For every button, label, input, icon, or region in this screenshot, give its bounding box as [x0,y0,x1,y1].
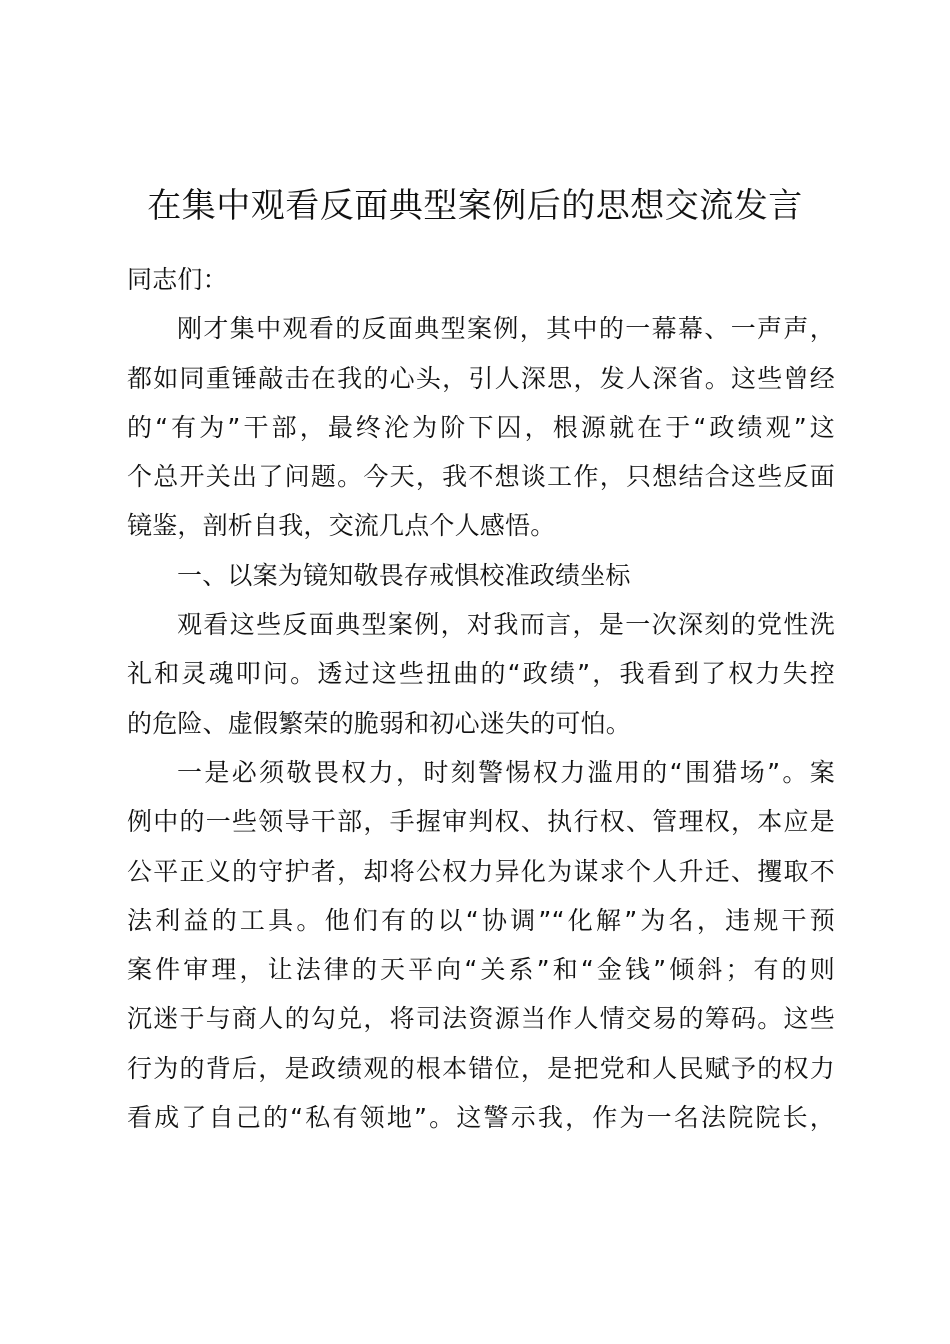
paragraph-line: 的危险、虚假繁荣的脆弱和初心迷失的可怕。 [127,708,632,738]
paragraph-line: 都如同重锤敲击在我的心头，引人深思，发人深省。这些曾经 [127,363,835,393]
paragraph-line: 看成了自己的“私有领地”。这警示我，作为一名法院院长， [127,1103,835,1133]
paragraph-line: 法利益的工具。他们有的以“协调”“化解”为名，违规干预 [127,905,835,935]
section-heading: 一、以案为镜知敬畏存戒惧校准政绩坐标 [177,560,631,590]
salutation: 同志们： [127,265,228,294]
paragraph-line: 的“有为”干部，最终沦为阶下囚，根源就在于“政绩观”这 [127,412,835,442]
paragraph-line: 个总开关出了问题。今天，我不想谈工作，只想结合这些反面 [127,462,835,492]
paragraph-line: 镜鉴，剖析自我，交流几点个人感悟。 [127,511,556,541]
paragraph-line: 案件审理，让法律的天平向“关系”和“金钱”倾斜；有的则 [127,955,835,985]
paragraph-line: 礼和灵魂叩问。透过这些扭曲的“政绩”，我看到了权力失控 [127,659,835,689]
paragraph-line: 行为的背后，是政绩观的根本错位，是把党和人民赋予的权力 [127,1053,835,1083]
paragraph-line: 沉迷于与商人的勾兑，将司法资源当作人情交易的筹码。这些 [127,1004,835,1034]
paragraph-line: 例中的一些领导干部，手握审判权、执行权、管理权，本应是 [127,807,835,837]
paragraph-line: 刚才集中观看的反面典型案例，其中的一幕幕、一声声， [177,314,835,344]
paragraph-line: 一是必须敬畏权力，时刻警惕权力滥用的“围猎场”。案 [177,757,835,787]
paragraph-line: 公平正义的守护者，却将公权力异化为谋求个人升迁、攫取不 [127,856,835,886]
document-title: 在集中观看反面典型案例后的思想交流发言 [147,186,803,226]
paragraph-line: 观看这些反面典型案例，对我而言，是一次深刻的党性洗 [177,610,835,640]
document-body [127,255,835,1142]
